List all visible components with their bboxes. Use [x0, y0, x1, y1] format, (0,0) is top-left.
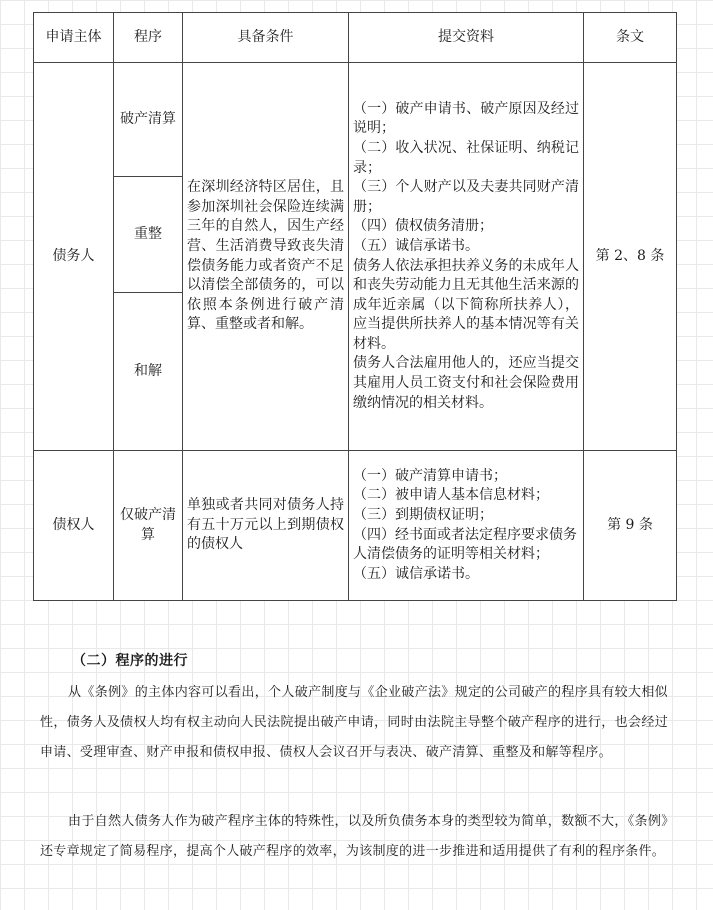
debtor-document-item: （一）破产申请书、破产原因及经过说明；: [353, 100, 579, 137]
creditor-document-item: （三）到期债权证明；: [353, 506, 493, 523]
debtor-document-item: （四）债权债务清册；: [353, 218, 493, 235]
creditor-document-item: （一）破产清算申请书；: [353, 467, 507, 484]
creditor-document-item: （五）诚信承诺书。: [353, 565, 479, 582]
debtor-procedure-reorganization: 重整: [114, 177, 183, 293]
debtor-article-cell: 第 2、8 条: [584, 63, 677, 451]
debtor-document-item: （三）个人财产以及夫妻共同财产清册；: [353, 179, 579, 215]
header-subject: 申请主体: [34, 13, 114, 63]
body-paragraph: 由于自然人债务人作为破产程序主体的特殊性，以及所负债务本身的类型较为简单，数额不大，《条例》还专章规定了简易程序，提高个人破产程序的效率，为该制度的进一步推进和适用提供了有利的程序条件。: [40, 814, 668, 859]
debtor-document-item: 债务人依法承担扶养义务的未成年人和丧失劳动能力且无其他生活来源的成年近亲属（以下简称所扶养人），应当提供所扶养人的基本情况等有关材料。: [353, 257, 579, 352]
table-row-debtor-liquidation: [34, 63, 677, 177]
debtor-subject-cell: 债务人: [34, 63, 114, 451]
debtor-document-item: 债务人合法雇用他人的，还应当提交其雇用人员工资支付和社会保险费用缴纳情况的相关材料。: [353, 355, 579, 411]
debtor-documents-cell: [349, 63, 584, 451]
header-procedure: 程序: [114, 13, 183, 63]
body-paragraph: 从《条例》的主体内容可以看出，个人破产制度与《企业破产法》规定的公司破产的程序具有较大相似性，债务人及债权人均有权主动向人民法院提出破产申请，同时由法院主导整个破产程序的进行，也会经过申请、受理审查、财产申报和债权申报、债权人会议召开与表决、破产清算、重整及和解等程序。: [40, 685, 668, 760]
application-requirements-table: [33, 12, 677, 601]
debtor-document-item: （二）收入状况、社保证明、纳税记录；: [353, 139, 579, 176]
creditor-document-item: （二）被申请人基本信息材料；: [353, 487, 549, 504]
header-documents: 提交资料: [349, 13, 584, 63]
creditor-subject-cell: 债权人: [34, 451, 114, 601]
debtor-procedure-liquidation: 破产清算: [114, 63, 183, 177]
table-header-row: [34, 13, 677, 63]
creditor-article-cell: 第 9 条: [584, 451, 677, 601]
debtor-conditions-cell: 在深圳经济特区居住，且参加深圳社会保险连续满三年的自然人，因生产经营、生活消费导致丧失清偿债务能力或者资产不足以清偿全部债务的，可以依照本条例进行破产清算、重整或者和解。: [183, 63, 349, 451]
header-conditions: 具备条件: [183, 13, 349, 63]
debtor-procedure-settlement: 和解: [114, 293, 183, 451]
header-article: 条文: [584, 13, 677, 63]
creditor-conditions-cell: 单独或者共同对债务人持有五十万元以上到期债权的债权人: [183, 451, 349, 601]
section-heading: （二）程序的进行: [72, 653, 188, 669]
creditor-document-item: （四）经书面或者法定程序要求债务人清偿债务的证明等相关材料；: [353, 526, 577, 563]
debtor-document-item: （五）诚信承诺书。: [353, 237, 479, 254]
table-row-creditor: [34, 451, 677, 601]
creditor-documents-cell: [349, 451, 584, 601]
creditor-procedure-cell: 仅破产清算: [114, 451, 183, 601]
